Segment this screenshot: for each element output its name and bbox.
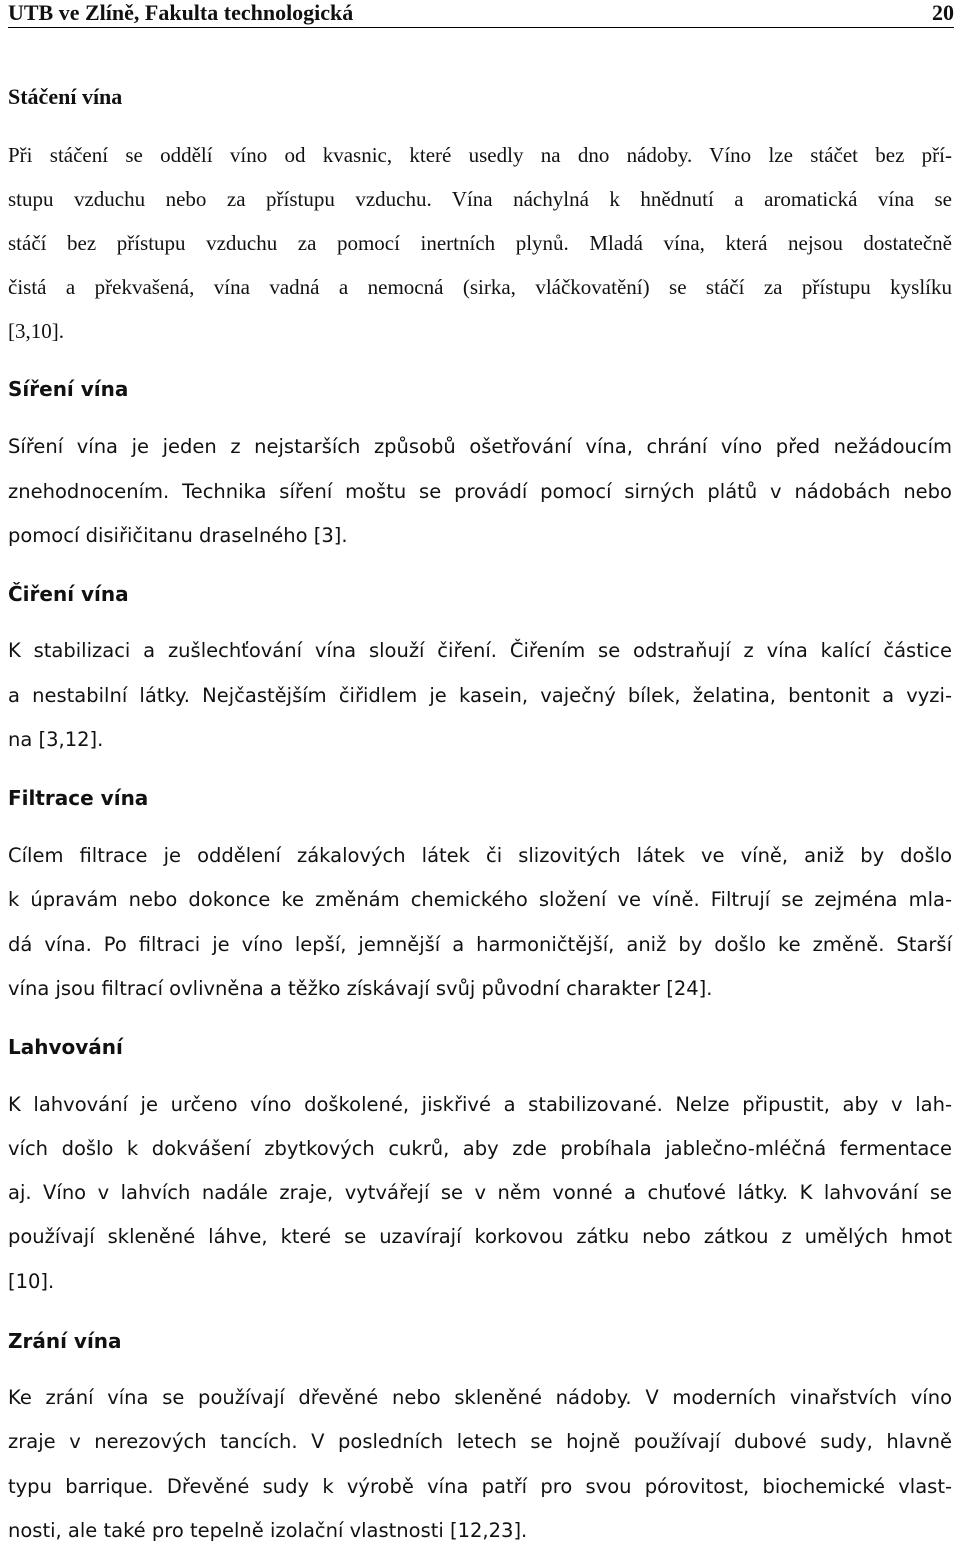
- header-title: UTB ve Zlíně, Fakulta technologická: [8, 0, 354, 25]
- paragraph-line: [10].: [8, 1270, 55, 1293]
- paragraph-line: zraje v nerezových tancích. V posledních letech se hojně používají dubové sudy, hlavně: [8, 1430, 952, 1453]
- paragraph-line: K stabilizaci a zušlechťování vína slouží čiření. Čiřením se odstraňují z vína kalící částice: [8, 639, 952, 662]
- paragraph-line: typu barrique. Dřevěné sudy k výrobě vína patří pro svou pórovitost, biochemické vlast-: [8, 1475, 952, 1498]
- section-heading: Stáčení vína: [8, 84, 123, 109]
- paragraph-line: Ke zrání vína se používají dřevěné nebo skleněné nádoby. V moderních vinařstvích víno: [8, 1386, 952, 1409]
- section-heading: Zrání vína: [8, 1329, 122, 1353]
- paragraph-line: čistá a překvašená, vína vadná a nemocná (sirka, vláčkovatění) se stáčí za přístupu kyslíku: [8, 275, 952, 299]
- paragraph-line: dá vína. Po filtraci je víno lepší, jemnější a harmoničtější, aniž by došlo ke změně. Starší: [8, 933, 952, 956]
- paragraph-line: znehodnocením. Technika síření moštu se provádí pomocí sirných plátů v nádobách nebo: [8, 480, 952, 503]
- page-number: 20: [932, 0, 954, 25]
- paragraph-line: vích došlo k dokvášení zbytkových cukrů, aby zde probíhala jablečno-mléčná fermentace: [8, 1137, 952, 1160]
- paragraph-line: k úpravám nebo dokonce ke změnám chemického složení ve víně. Filtrují se zejména mla-: [8, 888, 952, 911]
- section-heading: Lahvování: [8, 1035, 123, 1059]
- section-heading: Filtrace vína: [8, 786, 149, 810]
- paragraph-line: K lahvování je určeno víno doškolené, jiskřivé a stabilizované. Nelze připustit, aby v lah-: [8, 1093, 952, 1116]
- paragraph-line: používají skleněné láhve, které se uzavírají korkovou zátku nebo zátkou z umělých hmot: [8, 1225, 952, 1248]
- section-heading: Čiření vína: [8, 582, 129, 606]
- paragraph-line: stupu vzduchu nebo za přístupu vzduchu. Vína náchylná k hnědnutí a aromatická vína se: [8, 187, 952, 211]
- paragraph-line: pomocí disiřičitanu draselného [3].: [8, 524, 348, 547]
- paragraph-line: nosti, ale také pro tepelně izolační vlastnosti [12,23].: [8, 1519, 528, 1542]
- section-heading: Síření vína: [8, 377, 129, 401]
- paragraph-line: a nestabilní látky. Nejčastějším čiřidlem je kasein, vaječný bílek, želatina, bentonit a vyzi-: [8, 684, 952, 707]
- paragraph-line: stáčí bez přístupu vzduchu za pomocí inertních plynů. Mladá vína, která nejsou dostatečně: [8, 231, 952, 255]
- paragraph-line: vína jsou filtrací ovlivněna a těžko získávají svůj původní charakter [24].: [8, 977, 713, 1000]
- paragraph-line: aj. Víno v lahvích nadále zraje, vytvářejí se v něm vonné a chuťové látky. K lahvování se: [8, 1181, 952, 1204]
- paragraph-line: Při stáčení se oddělí víno od kvasnic, které usedly na dno nádoby. Víno lze stáčet bez pří-: [8, 143, 952, 167]
- page-header: [8, 0, 954, 28]
- paragraph-line: [3,10].: [8, 319, 64, 343]
- paragraph-line: Síření vína je jeden z nejstarších způsobů ošetřování vína, chrání víno před nežádoucím: [8, 435, 952, 458]
- paragraph-line: na [3,12].: [8, 728, 104, 751]
- paragraph-line: Cílem filtrace je oddělení zákalových látek či slizovitých látek ve víně, aniž by došlo: [8, 844, 952, 867]
